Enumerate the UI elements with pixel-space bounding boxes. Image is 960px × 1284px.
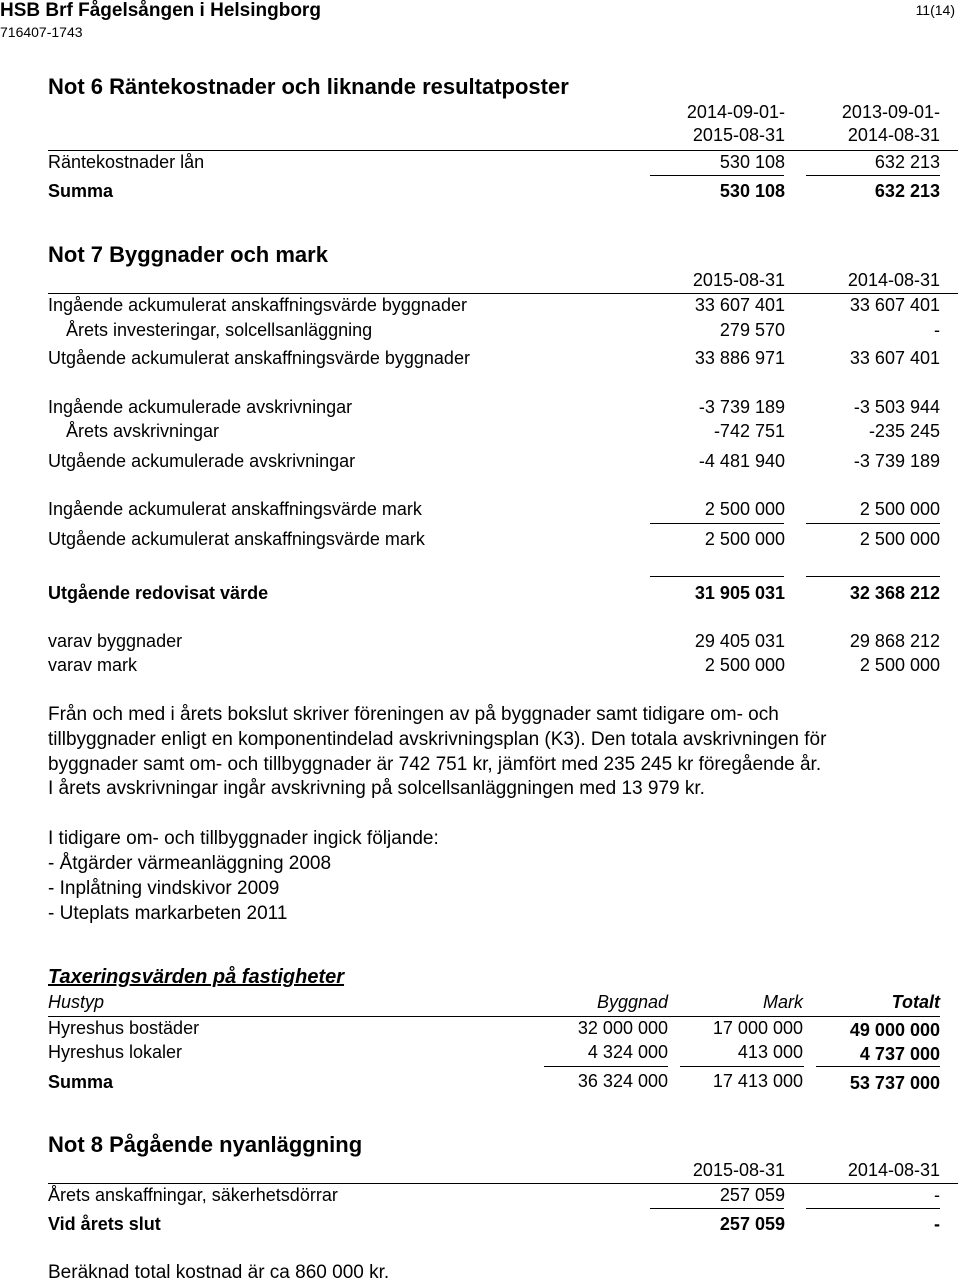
note7-row-v1: 2 500 000 [704, 499, 785, 519]
note7-list-item: - Åtgärder värmeanläggning 2008 [48, 853, 332, 874]
note8-title: Not 8 Pågående nyanläggning [48, 1132, 363, 1157]
tax-row-type: Hyreshus lokaler [48, 1042, 183, 1062]
note7-title: Not 7 Byggnader och mark [48, 242, 328, 267]
note7-paragraph-line: Från och med i årets bokslut skriver föreningen av på byggnader samt tidigare om- och [48, 704, 779, 725]
note7-row-label: varav byggnader [48, 631, 183, 651]
note7-row-v1: 33 886 971 [694, 348, 785, 368]
note7-list-item: - Inplåtning vindskivor 2009 [48, 878, 280, 899]
note6-sum-v2: 632 213 [874, 181, 940, 201]
tax-row-building: 32 000 000 [577, 1018, 668, 1038]
note6-header-rule [48, 150, 958, 151]
note8-sum-v1: 257 059 [719, 1214, 785, 1234]
note7-total-v1: 31 905 031 [694, 583, 785, 603]
page-number: 11(14) [915, 2, 955, 18]
note7-row-v2: 2 500 000 [859, 499, 940, 519]
note6-sum-rule-1 [650, 175, 784, 176]
note7-row-v2: 2 500 000 [859, 655, 940, 675]
note7-row-label: Utgående ackumulerat anskaffningsvärde mark [48, 529, 425, 549]
org-name: HSB Brf Fågelsången i Helsingborg [0, 0, 321, 21]
note7-mark-rule-2 [806, 523, 940, 524]
tax-sum-total: 53 737 000 [849, 1073, 940, 1093]
note7-row-v2: -235 245 [868, 421, 940, 441]
note7-row-v1: 2 500 000 [704, 529, 785, 549]
note7-list-item: - Uteplats markarbeten 2011 [48, 903, 288, 924]
note7-row-v1: 2 500 000 [704, 655, 785, 675]
note7-row-label: Ingående ackumulerade avskrivningar [48, 397, 353, 417]
tax-sum-land: 17 413 000 [712, 1071, 803, 1091]
note6-title: Not 6 Räntekostnader och liknande resultatposter [48, 74, 569, 99]
note8-row-label: Årets anskaffningar, säkerhetsdörrar [48, 1185, 338, 1205]
note8-footnote: Beräknad total kostnad är ca 860 000 kr. [48, 1262, 390, 1283]
tax-sum-building: 36 324 000 [577, 1071, 668, 1091]
note6-col2-line2: 2014-08-31 [847, 125, 940, 145]
note6-sum-rule-2 [806, 175, 940, 176]
note8-col2: 2014-08-31 [847, 1160, 940, 1180]
tax-header-rule [48, 1016, 940, 1017]
tax-header-type: Hustyp [48, 992, 105, 1012]
note7-row-v1: 279 570 [719, 320, 785, 340]
tax-title: Taxeringsvärden på fastigheter [48, 966, 345, 988]
note7-row-v1: -4 481 940 [698, 451, 785, 471]
note8-sum-rule-1 [650, 1208, 784, 1209]
note7-row-v1: 33 607 401 [694, 295, 785, 315]
note7-paragraph-line: tillbyggnader enligt en komponentindelad avskrivningsplan (K3). Den totala avskrivningen för [48, 729, 827, 750]
note8-sum-rule-2 [806, 1208, 940, 1209]
note7-row-label: Utgående ackumulerat anskaffningsvärde byggnader [48, 348, 470, 368]
tax-row-type: Hyreshus bostäder [48, 1018, 200, 1038]
note7-row-label: Ingående ackumulerat anskaffningsvärde byggnader [48, 295, 467, 315]
note6-col1-line1: 2014-09-01- [686, 102, 785, 122]
tax-header-total: Totalt [891, 992, 940, 1012]
note7-row-label: Årets investeringar, solcellsanläggning [66, 320, 373, 340]
note7-row-v2: -3 739 189 [853, 451, 940, 471]
note6-sum-v1: 530 108 [719, 181, 785, 201]
note7-mark-rule-1 [650, 523, 784, 524]
note7-row-v2: 33 607 401 [849, 348, 940, 368]
note6-col1-line2: 2015-08-31 [692, 125, 785, 145]
note8-row-v2: - [934, 1185, 940, 1205]
note8-row-v1: 257 059 [719, 1185, 785, 1205]
note7-paragraph-line: I årets avskrivningar ingår avskrivning på solcellsanläggningen med 13 979 kr. [48, 778, 705, 799]
note7-row-v2: 2 500 000 [859, 529, 940, 549]
note7-row-v1: -3 739 189 [698, 397, 785, 417]
note7-row-label: Utgående ackumulerade avskrivningar [48, 451, 356, 471]
tax-sum-rule-2 [680, 1066, 804, 1067]
note8-sum-label: Vid årets slut [48, 1214, 161, 1234]
note7-row-v2: -3 503 944 [853, 397, 940, 417]
org-number: 716407-1743 [0, 24, 83, 40]
note6-row-label: Räntekostnader lån [48, 152, 205, 172]
tax-row-land: 17 000 000 [712, 1018, 803, 1038]
note7-list-intro: I tidigare om- och tillbyggnader ingick följande: [48, 828, 439, 849]
note7-row-label: Ingående ackumulerat anskaffningsvärde mark [48, 499, 422, 519]
tax-row-land: 413 000 [737, 1042, 803, 1062]
note7-row-v1: -742 751 [713, 421, 785, 441]
note6-row-v1: 530 108 [719, 152, 785, 172]
note7-row-v2: 29 868 212 [849, 631, 940, 651]
note8-sum-v2: - [934, 1214, 940, 1234]
note7-row-v2: - [934, 320, 940, 340]
note7-row-label: varav mark [48, 655, 138, 675]
note7-col2: 2014-08-31 [847, 270, 940, 290]
note7-total-v2: 32 368 212 [849, 583, 940, 603]
note7-row-v2: 33 607 401 [849, 295, 940, 315]
note7-row-v1: 29 405 031 [694, 631, 785, 651]
note7-paragraph-line: byggnader samt om- och tillbyggnader är 742 751 kr, jämfört med 235 245 kr föregående år. [48, 754, 822, 775]
note6-row-v2: 632 213 [874, 152, 940, 172]
note8-col1: 2015-08-31 [692, 1160, 785, 1180]
tax-row-total: 49 000 000 [849, 1020, 940, 1040]
note6-col2-line1: 2013-09-01- [841, 102, 940, 122]
note7-row-label: Årets avskrivningar [66, 421, 220, 441]
tax-header-building: Byggnad [596, 992, 668, 1012]
tax-sum-rule-3 [816, 1066, 940, 1067]
tax-sum-label: Summa [48, 1072, 114, 1092]
tax-header-land: Mark [763, 992, 803, 1012]
note7-total-label: Utgående redovisat värde [48, 583, 269, 603]
note7-total-rule-1 [650, 576, 784, 577]
tax-sum-rule-1 [544, 1066, 668, 1067]
tax-row-building: 4 324 000 [587, 1042, 668, 1062]
note6-sum-label: Summa [48, 181, 114, 201]
note7-header-rule [48, 293, 958, 294]
tax-row-total: 4 737 000 [859, 1044, 940, 1064]
note7-col1: 2015-08-31 [692, 270, 785, 290]
note7-total-rule-2 [806, 576, 940, 577]
note8-header-rule [48, 1183, 958, 1184]
